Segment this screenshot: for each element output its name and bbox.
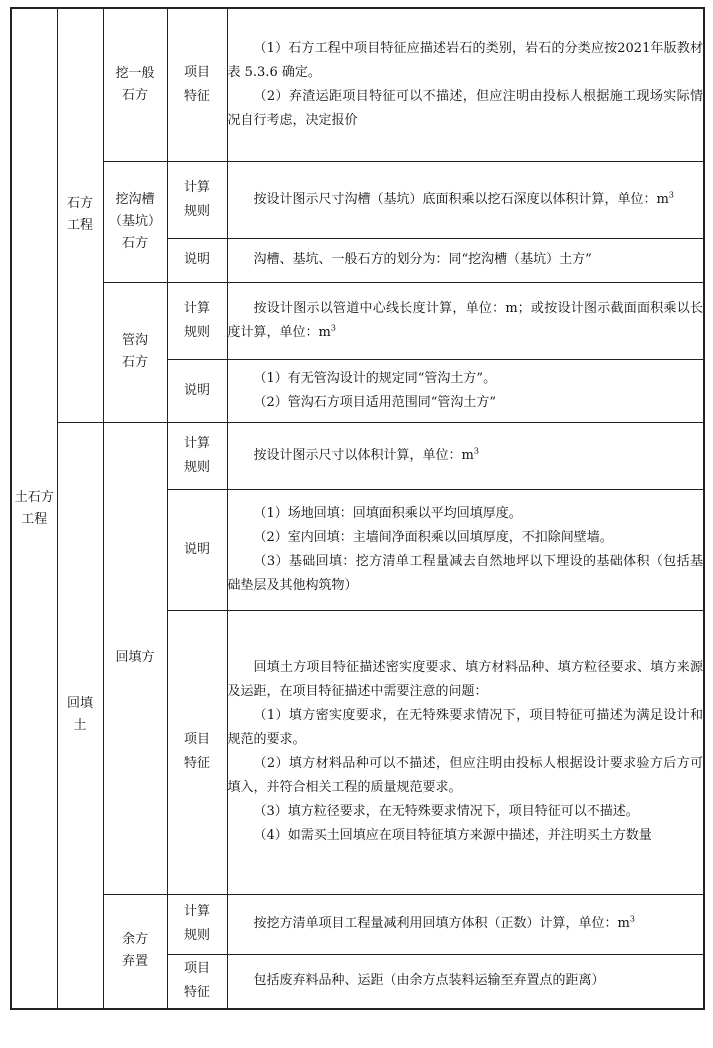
row-description-cell bbox=[227, 894, 704, 954]
row-type-cell bbox=[167, 282, 227, 359]
table-row bbox=[11, 282, 704, 359]
description-paragraph bbox=[228, 37, 704, 85]
description-paragraph bbox=[228, 969, 704, 993]
item-name-line: 挖沟槽 bbox=[115, 191, 155, 207]
description-text: （3）填方粒径要求，在无特殊要求情况下，项目特征可以不描述。 bbox=[253, 804, 639, 819]
item-name-line: 管沟 bbox=[121, 333, 148, 348]
description-paragraph bbox=[228, 550, 704, 598]
row-type-cell bbox=[167, 161, 227, 238]
description-paragraph bbox=[228, 824, 704, 848]
description-text: （2）室内回填：主墙间净面积乘以回填厚度，不扣除间壁墙。 bbox=[253, 529, 613, 545]
description-text: 包括废弃料品种、运距（由余方点装料运输至弃置点的距离） bbox=[253, 973, 605, 989]
row-type-line: 计算 bbox=[183, 904, 210, 919]
description-paragraph bbox=[228, 248, 704, 272]
item-name-cell bbox=[103, 282, 167, 422]
item-name-line: 弃置 bbox=[121, 954, 148, 970]
description-text: 按设计图示尺寸沟槽（基坑）底面积乘以挖石深度以体积计算，单位：m bbox=[253, 191, 669, 207]
unit-superscript: 3 bbox=[629, 914, 635, 924]
item-name-cell bbox=[103, 161, 167, 282]
row-type-line: 计算 bbox=[183, 300, 210, 316]
row-type-line: 特征 bbox=[183, 88, 210, 104]
group-label-line: 回填 bbox=[66, 696, 93, 712]
rules-table bbox=[10, 7, 705, 1010]
description-paragraph bbox=[228, 704, 704, 752]
description-text: （2）填方材料品种可以不描述，但应注明由投标人根据设计要求验方后方可填入，并符合相关工程的质量规范要求。 bbox=[227, 756, 703, 795]
row-type-cell bbox=[167, 954, 227, 1009]
description-paragraph bbox=[228, 297, 704, 345]
row-description-cell bbox=[227, 238, 704, 282]
row-type-cell bbox=[167, 489, 227, 610]
row-type-line: 项目 bbox=[183, 732, 210, 747]
description-text: （1）填方密实度要求，在无特殊要求情况下，项目特征可描述为满足设计和规范的要求。 bbox=[227, 708, 703, 747]
description-text: （2）管沟石方项目适用范围同“管沟土方” bbox=[253, 394, 497, 410]
item-name-cell bbox=[103, 894, 167, 1009]
description-text: 按挖方清单项目工程量减利用回填方体积（正数）计算，单位：m bbox=[253, 916, 630, 931]
row-type-line: 规则 bbox=[183, 324, 210, 340]
item-name-line: 余方 bbox=[121, 932, 148, 948]
table-row bbox=[11, 894, 704, 954]
description-paragraph bbox=[228, 912, 704, 936]
description-text: 按设计图示以管道中心线长度计算，单位：m；或按设计图示截面面积乘以长度计算，单位：m bbox=[227, 300, 703, 340]
description-paragraph bbox=[228, 391, 704, 415]
table-row bbox=[11, 161, 704, 238]
row-description-cell bbox=[227, 610, 704, 894]
category-label-line: 土石方 bbox=[14, 489, 54, 505]
row-description-cell bbox=[227, 161, 704, 238]
item-name-cell bbox=[103, 422, 167, 894]
table-row bbox=[11, 8, 704, 161]
row-type-cell bbox=[167, 422, 227, 489]
description-paragraph bbox=[228, 367, 704, 391]
description-text: （2）弃渣运距项目特征可以不描述，但应注明由投标人根据施工现场实际情况自行考虑，决定报价 bbox=[227, 88, 703, 128]
row-description-cell bbox=[227, 282, 704, 359]
row-type-cell bbox=[167, 8, 227, 161]
description-text: （1）石方工程中项目特征应描述岩石的类别，岩石的分类应按2021年版教材表 5.3.6 确定。 bbox=[227, 40, 703, 80]
item-name-line: 石方 bbox=[121, 355, 148, 370]
group-cell bbox=[57, 8, 103, 422]
description-paragraph bbox=[228, 444, 704, 468]
description-paragraph bbox=[228, 800, 704, 824]
group-cell bbox=[57, 422, 103, 1009]
group-label-line: 石方 bbox=[66, 196, 93, 212]
row-type-cell bbox=[167, 359, 227, 422]
item-name-line: 石方 bbox=[121, 235, 148, 251]
row-type-line: 规则 bbox=[183, 928, 210, 943]
row-type-line: 规则 bbox=[183, 203, 210, 219]
row-type-cell bbox=[167, 894, 227, 954]
category-label-line: 工程 bbox=[21, 511, 48, 527]
group-label-line: 土 bbox=[73, 718, 87, 734]
row-type-line: 特征 bbox=[183, 985, 210, 1001]
row-type-cell bbox=[167, 238, 227, 282]
row-type-cell bbox=[167, 610, 227, 894]
unit-superscript: 3 bbox=[330, 323, 336, 333]
row-description-cell bbox=[227, 422, 704, 489]
group-label-line: 工程 bbox=[66, 218, 93, 234]
unit-superscript: 3 bbox=[668, 190, 674, 200]
category-cell bbox=[11, 8, 57, 1009]
description-text: 沟槽、基坑、一般石方的划分为：同“挖沟槽（基坑）土方” bbox=[253, 252, 592, 267]
description-text: （1）有无管沟设计的规定同“管沟土方”。 bbox=[253, 370, 497, 386]
description-paragraph bbox=[228, 85, 704, 133]
description-text: 回填土方项目特征描述密实度要求、填方材料品种、填方粒径要求、填方来源及运距，在项目特征描述中需要注意的问题： bbox=[227, 660, 703, 699]
row-type-line: 说明 bbox=[183, 252, 210, 267]
description-paragraph bbox=[228, 502, 704, 526]
description-text: （3）基础回填：挖方清单工程量减去自然地坪以下埋设的基础体积（包括基础垫层及其他构筑物） bbox=[227, 553, 703, 593]
description-paragraph bbox=[228, 656, 704, 704]
row-description-cell bbox=[227, 359, 704, 422]
row-type-line: 计算 bbox=[183, 435, 210, 451]
row-type-line: 计算 bbox=[183, 179, 210, 195]
row-type-line: 说明 bbox=[183, 541, 210, 557]
description-text: （1）场地回填：回填面积乘以平均回填厚度。 bbox=[253, 505, 522, 521]
description-paragraph bbox=[228, 752, 704, 800]
description-text: 按设计图示尺寸以体积计算，单位：m bbox=[253, 447, 474, 463]
item-name-cell bbox=[103, 8, 167, 161]
item-name-line: （基坑） bbox=[108, 213, 161, 229]
row-type-line: 说明 bbox=[183, 382, 210, 398]
row-type-line: 规则 bbox=[183, 459, 210, 475]
row-description-cell bbox=[227, 489, 704, 610]
row-type-line: 特征 bbox=[183, 756, 210, 771]
item-name-line: 挖一般 bbox=[115, 65, 155, 81]
table-row bbox=[11, 422, 704, 489]
item-name-line: 石方 bbox=[121, 87, 148, 103]
row-description-cell bbox=[227, 8, 704, 161]
rules-table-body bbox=[11, 8, 704, 1009]
row-type-line: 项目 bbox=[183, 64, 210, 80]
row-type-line: 项目 bbox=[183, 961, 210, 977]
unit-superscript: 3 bbox=[473, 446, 479, 456]
description-paragraph bbox=[228, 188, 704, 212]
description-paragraph bbox=[228, 526, 704, 550]
description-text: （4）如需买土回填应在项目特征填方来源中描述，并注明买土方数量 bbox=[253, 828, 652, 843]
item-name-line: 回填方 bbox=[115, 650, 155, 665]
row-description-cell bbox=[227, 954, 704, 1009]
